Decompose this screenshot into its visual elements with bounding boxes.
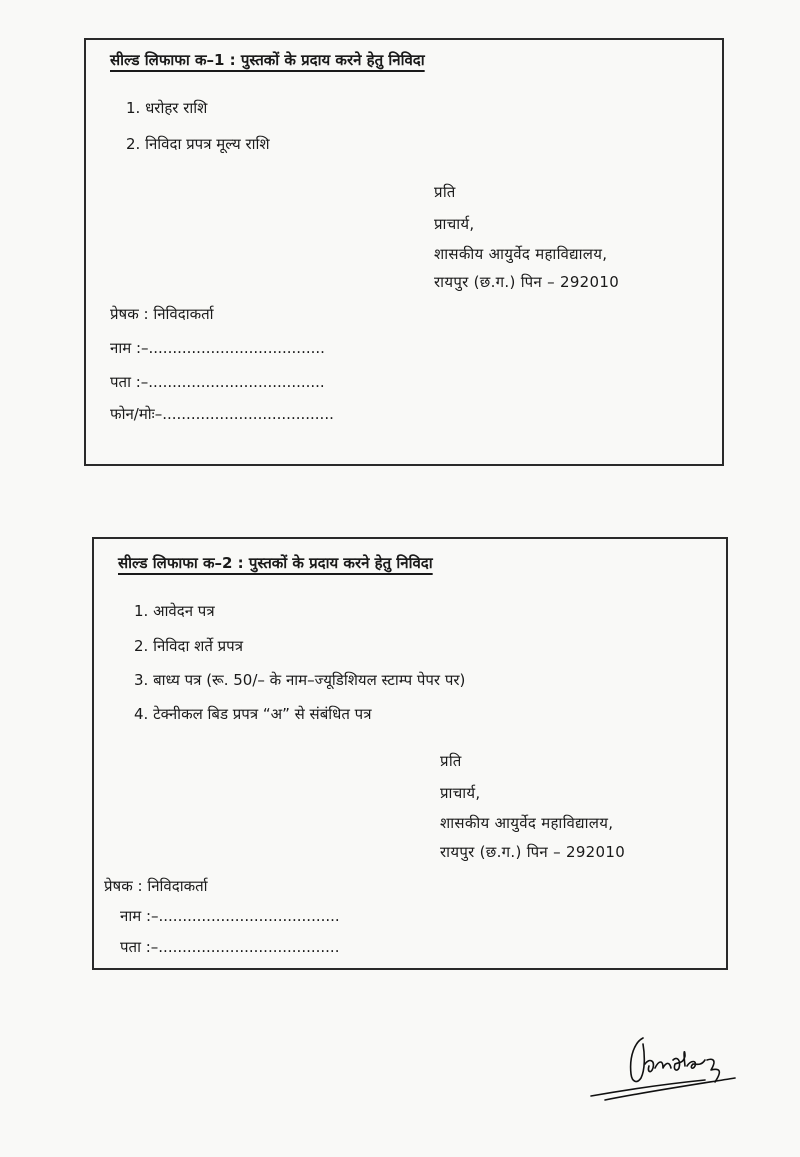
- envelope-1-phone-field: फोन/मोः–....................................: [110, 405, 334, 423]
- envelope-1-address-line-4: रायपुर (छ.ग.) पिन – 292010: [434, 273, 620, 291]
- envelope-2-item-2: 2. निविदा शर्ते प्रपत्र: [134, 637, 243, 655]
- envelope-1-title: सील्ड लिफाफा क–1 : पुस्तकों के प्रदाय करने हेतु निविदा: [110, 51, 425, 69]
- envelope-1-item-2: 2. निविदा प्रपत्र मूल्य राशि: [126, 135, 270, 153]
- envelope-2-address-line-2: प्राचार्य,: [440, 784, 481, 802]
- envelope-1-name-field: नाम :–.....................................: [110, 339, 325, 357]
- envelope-1-address-line-2: प्राचार्य,: [434, 215, 475, 233]
- envelope-2-name-field: नाम :–......................................: [120, 907, 340, 925]
- envelope-2-title: सील्ड लिफाफा क–2 : पुस्तकों के प्रदाय करने हेतु निविदा: [118, 554, 433, 572]
- envelope-2-item-4: 4. टेक्नीकल बिड प्रपत्र “अ” से संबंधित पत्र: [134, 705, 372, 723]
- envelope-2-address-line-3: शासकीय आयुर्वेद महाविद्यालय,: [440, 814, 614, 832]
- envelope-2-address-line-4: रायपुर (छ.ग.) पिन – 292010: [440, 843, 626, 861]
- envelope-1: [84, 38, 724, 466]
- envelope-1-address-field: पता :–.....................................: [110, 373, 325, 391]
- envelope-1-address-line-1: प्रति: [434, 183, 456, 201]
- envelope-1-address-line-3: शासकीय आयुर्वेद महाविद्यालय,: [434, 245, 608, 263]
- envelope-1-item-1: 1. धरोहर राशि: [126, 99, 208, 117]
- envelope-2-address-line-1: प्रति: [440, 752, 462, 770]
- envelope-2-address-field: पता :–......................................: [120, 938, 340, 956]
- envelope-2: [92, 537, 728, 970]
- envelope-1-sender-label: प्रेषक : निविदाकर्ता: [110, 305, 214, 323]
- signature: [585, 1030, 775, 1110]
- envelope-2-item-1: 1. आवेदन पत्र: [134, 602, 215, 620]
- envelope-2-sender-label: प्रेषक : निविदाकर्ता: [104, 877, 208, 895]
- envelope-2-item-3: 3. बाध्य पत्र (रू. 50/– के नाम–ज्यूडिशियल स्टाम्प पेपर पर): [134, 671, 466, 689]
